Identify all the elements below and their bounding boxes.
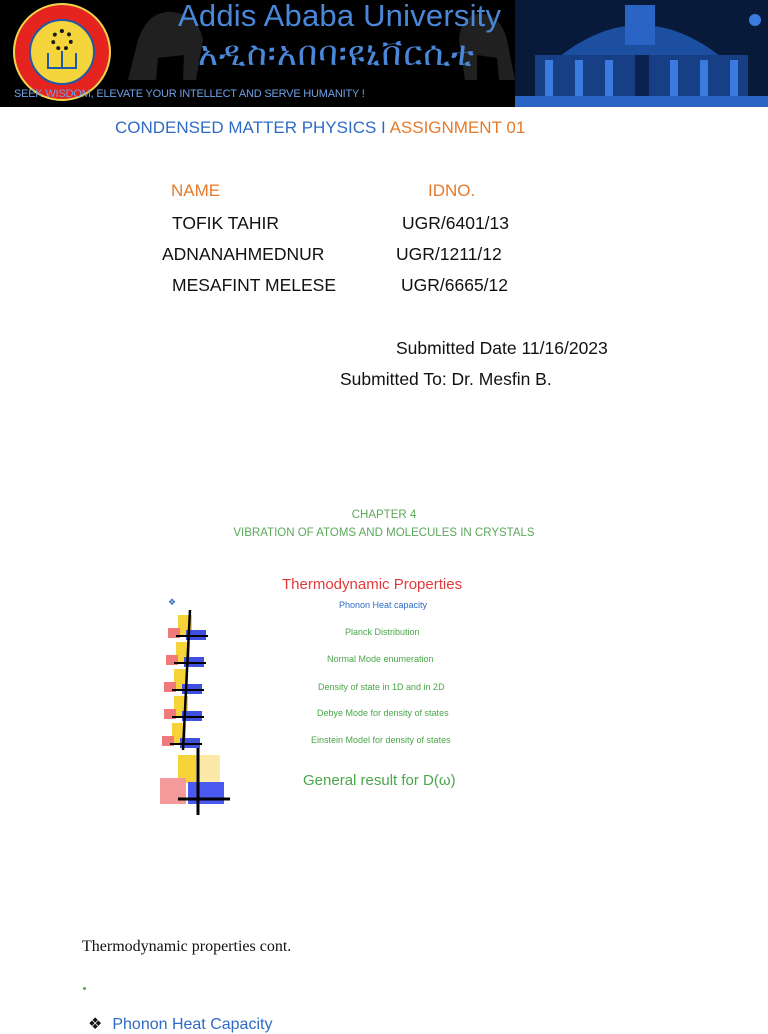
member-name: TOFIK TAHIR	[172, 213, 279, 233]
general-result-heading: General result for D(ω)	[303, 772, 456, 789]
diamond-bullet-icon: ❖	[88, 1016, 103, 1033]
topic-item: Debye Mode for density of states	[317, 708, 449, 718]
course-name: CONDENSED MATTER PHYSICS	[115, 118, 377, 137]
topic-item: Normal Mode enumeration	[327, 654, 434, 664]
chapter-title: VIBRATION OF ATOMS AND MOLECULES IN CRYSTALS	[233, 527, 535, 539]
topic-item: Planck Distribution	[345, 627, 420, 637]
university-name-amharic: አዲስ፡አበባ፡ዩኒቨርሲቲ	[198, 34, 475, 74]
bullet-dot	[83, 987, 86, 990]
topic-item: Einstein Model for density of states	[311, 735, 451, 745]
member-id: UGR/6401/13	[402, 213, 510, 233]
seal-inner	[29, 19, 95, 85]
id-column-header: IDNO.	[428, 181, 476, 200]
member-id: UGR/6665/12	[401, 275, 509, 295]
title-separator: I	[376, 118, 390, 137]
topic-flow-graphic	[158, 610, 238, 820]
diamond-bullet-icon: ❖	[168, 597, 177, 607]
member-name: ADNANAHMEDNUR	[162, 244, 325, 264]
book-icon	[47, 53, 77, 69]
university-motto: SEEK WISDOM, ELEVATE YOUR INTELLECT AND SERVE HUMANITY !	[14, 88, 365, 100]
submitted-date: Submitted Date 11/16/2023	[396, 338, 608, 358]
assignment-number: ASSIGNMENT 01	[389, 118, 526, 137]
bottom-list-item	[88, 1014, 272, 1034]
topic-item: Phonon Heat capacity	[339, 600, 428, 610]
topic-item: Density of state in 1D and in 2D	[318, 682, 445, 692]
university-building-image	[515, 0, 768, 107]
university-banner	[0, 0, 768, 107]
chapter-label: CHAPTER 4	[351, 509, 417, 521]
university-name: Addis Ababa University	[178, 0, 502, 33]
university-seal	[13, 3, 111, 101]
member-name: MESAFINT MELESE	[172, 275, 337, 295]
bottom-item-label: Phonon Heat Capacity	[112, 1016, 273, 1033]
assignment-title	[115, 118, 525, 138]
section-title: Thermodynamic Properties	[282, 576, 463, 593]
continuation-heading: Thermodynamic properties cont.	[82, 938, 292, 955]
member-id: UGR/1211/12	[396, 244, 502, 264]
gear-icon	[51, 29, 73, 51]
submitted-to: Submitted To: Dr. Mesfin B.	[340, 369, 552, 389]
name-column-header: NAME	[171, 181, 221, 200]
